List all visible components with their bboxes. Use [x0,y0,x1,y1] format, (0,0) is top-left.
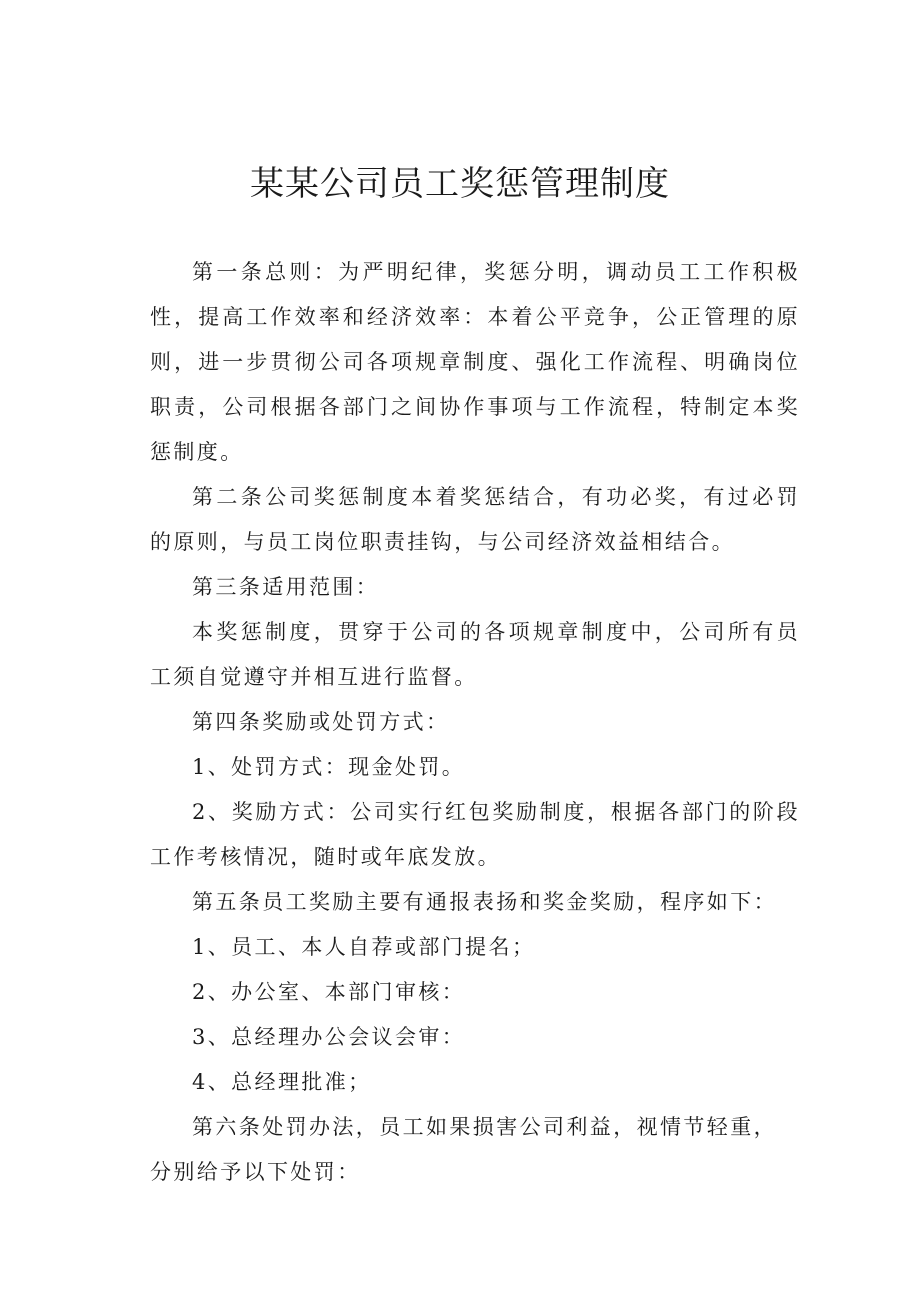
paragraph-article-1: 第一条总则：为严明纪律，奖惩分明，调动员工工作积极性，提高工作效率和经济效率：本着公平竞争，公正管理的原则，进一步贯彻公司各项规章制度、强化工作流程、明确岗位职责，公司根据各部门之间协作事项与工作流程，特制定本奖惩制度。 [150,260,800,464]
paragraph-step-2: 2、办公室、本部门审核： [192,980,466,1004]
paragraph-scope-text: 本奖惩制度，贯穿于公司的各项规章制度中，公司所有员工须自觉遵守并相互进行监督。 [150,620,800,689]
paragraph-step-1: 1、员工、本人自荐或部门提名； [192,935,536,959]
document-body [150,250,800,1195]
paragraph-article-6-continued: 分别给予以下处罚： [150,1160,361,1184]
paragraph-article-6: 第六条处罚办法，员工如果损害公司利益，视情节轻重， [192,1115,777,1139]
document-title: 某某公司员工奖惩管理制度 [250,164,670,204]
paragraph-article-2: 第二条公司奖惩制度本着奖惩结合，有功必奖，有过必罚的原则，与员工岗位职责挂钩，与公司经济效益相结合。 [150,485,800,554]
paragraph-step-4: 4、总经理批准； [192,1070,372,1094]
paragraph-article-4-heading: 第四条奖励或处罚方式： [192,710,450,734]
paragraph-step-3: 3、总经理办公会议会审： [192,1025,466,1049]
paragraph-penalty-method: 1、处罚方式：现金处罚。 [192,755,466,779]
paragraph-reward-method: 2、奖励方式：公司实行红包奖励制度，根据各部门的阶段工作考核情况，随时或年底发放。 [150,800,800,869]
paragraph-article-3-heading: 第三条适用范围： [192,575,380,599]
paragraph-article-5-heading: 第五条员工奖励主要有通报表扬和奖金奖励，程序如下： [192,890,777,914]
